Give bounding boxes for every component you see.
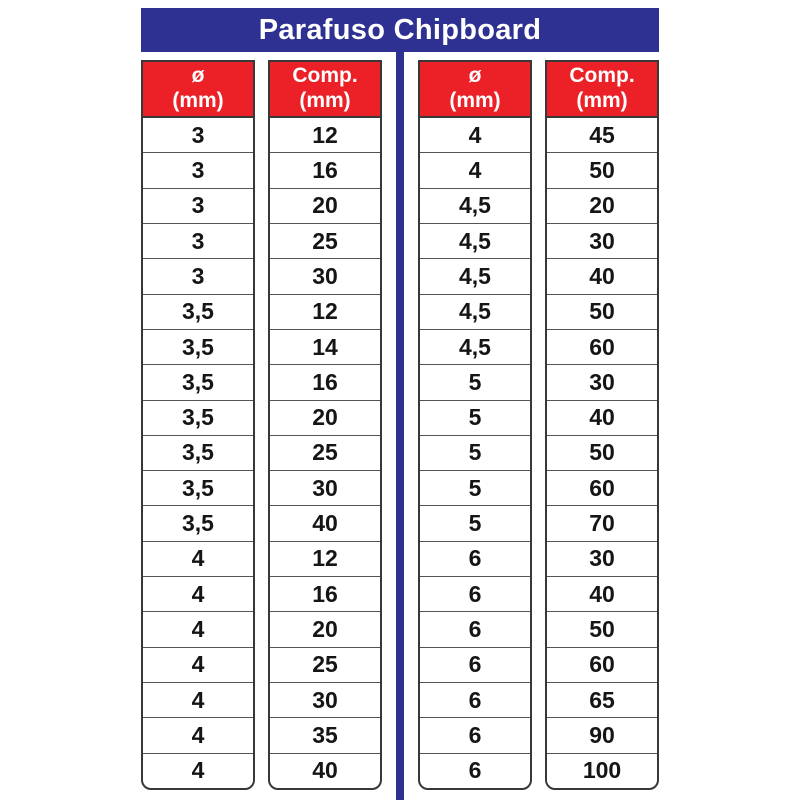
table-cell: 30 [547, 364, 657, 399]
length-column-header [270, 62, 380, 118]
table-cell: 6 [420, 541, 530, 576]
table-cell: 4 [143, 717, 253, 752]
column-header-line: (mm) [172, 89, 224, 112]
table-cell: 4 [468, 121, 482, 148]
title-bar [141, 8, 659, 52]
table-cell: 3 [191, 121, 205, 148]
column-body [420, 118, 530, 788]
table-cell: 30 [270, 258, 380, 293]
column-body [270, 118, 380, 788]
table-cell: 4 [143, 682, 253, 717]
column-header-line: Comp. [292, 64, 358, 88]
table-cell: 12 [270, 294, 380, 329]
column-header-line: Comp. [569, 64, 635, 88]
diameter-column-header [420, 62, 530, 118]
table-cell: 3,5 [143, 435, 253, 470]
table-cell: 3,5 [143, 329, 253, 364]
table-cell: 50 [547, 152, 657, 187]
table-cell: 20 [270, 188, 380, 223]
diameter-column [141, 60, 255, 790]
table-cell: 4 [143, 541, 253, 576]
length-column [545, 60, 659, 790]
table-cell: 25 [270, 435, 380, 470]
table-cell: 100 [547, 753, 657, 788]
table-cell: 30 [270, 470, 380, 505]
table-cell: 16 [270, 364, 380, 399]
table-cell: 40 [270, 505, 380, 540]
table-cell: 4 [420, 152, 530, 187]
table-cell: 4,5 [420, 329, 530, 364]
table-cell: 20 [547, 188, 657, 223]
length-column [268, 60, 382, 790]
table-cell: 3 [143, 152, 253, 187]
table-cell: 5 [420, 400, 530, 435]
column-body [547, 118, 657, 788]
table-cell: 35 [270, 717, 380, 752]
table-cell: 3 [143, 223, 253, 258]
table-cell: 5 [420, 435, 530, 470]
table-cell: 50 [547, 611, 657, 646]
table-cell: 60 [547, 647, 657, 682]
table-cell: 14 [270, 329, 380, 364]
table-cell: 6 [420, 611, 530, 646]
page-title: Parafuso Chipboard [258, 13, 542, 46]
table-cell: 40 [547, 258, 657, 293]
table-cell: 40 [270, 753, 380, 788]
table-cell: 20 [270, 400, 380, 435]
table-cell: 12 [270, 541, 380, 576]
vertical-divider [396, 52, 404, 800]
table-cell: 4,5 [420, 294, 530, 329]
table-cell: 6 [420, 717, 530, 752]
table-cell: 45 [589, 121, 615, 148]
table-cell: 65 [547, 682, 657, 717]
diameter-column-header [143, 62, 253, 118]
diameter-column [418, 60, 532, 790]
column-header-line: (mm) [299, 89, 351, 112]
table-cell: 3,5 [143, 400, 253, 435]
table-cell: 4,5 [420, 188, 530, 223]
table-cell: 4 [143, 647, 253, 682]
table-cell: 25 [270, 223, 380, 258]
table-cell: 12 [312, 121, 338, 148]
table-cell: 25 [270, 647, 380, 682]
table-cell: 5 [420, 505, 530, 540]
table-cell: 40 [547, 400, 657, 435]
table-cell: 3,5 [143, 470, 253, 505]
table-cell: 70 [547, 505, 657, 540]
table-cell: 90 [547, 717, 657, 752]
table-cell: 30 [547, 541, 657, 576]
table-cell: 4 [143, 611, 253, 646]
table-cell: 6 [420, 753, 530, 788]
table-cell: 3,5 [143, 294, 253, 329]
table-cell: 16 [270, 152, 380, 187]
table-cell: 50 [547, 435, 657, 470]
table-cell: 60 [547, 470, 657, 505]
table-cell: 30 [547, 223, 657, 258]
column-body [143, 118, 253, 788]
table-cell: 6 [420, 682, 530, 717]
column-header-line: ø [191, 64, 205, 88]
column-header-line: (mm) [449, 89, 501, 112]
table-cell: 3 [143, 258, 253, 293]
table-cell: 5 [420, 364, 530, 399]
column-header-line: ø [468, 64, 482, 88]
size-table-right [418, 60, 659, 790]
table-cell: 30 [270, 682, 380, 717]
table-cell: 60 [547, 329, 657, 364]
table-cell: 16 [270, 576, 380, 611]
table-cell: 4 [143, 753, 253, 788]
table-cell: 3,5 [143, 364, 253, 399]
table-cell: 4,5 [420, 258, 530, 293]
table-cell: 40 [547, 576, 657, 611]
table-cell: 3 [143, 188, 253, 223]
table-cell: 20 [270, 611, 380, 646]
table-cell: 50 [547, 294, 657, 329]
table-cell: 6 [420, 647, 530, 682]
table-cell: 3,5 [143, 505, 253, 540]
chipboard-screw-board [141, 8, 659, 790]
table-cell: 5 [420, 470, 530, 505]
length-column-header [547, 62, 657, 118]
table-cell: 6 [420, 576, 530, 611]
table-cell: 4,5 [420, 223, 530, 258]
table-cell: 4 [143, 576, 253, 611]
column-header-line: (mm) [576, 89, 628, 112]
size-table-left [141, 60, 382, 790]
